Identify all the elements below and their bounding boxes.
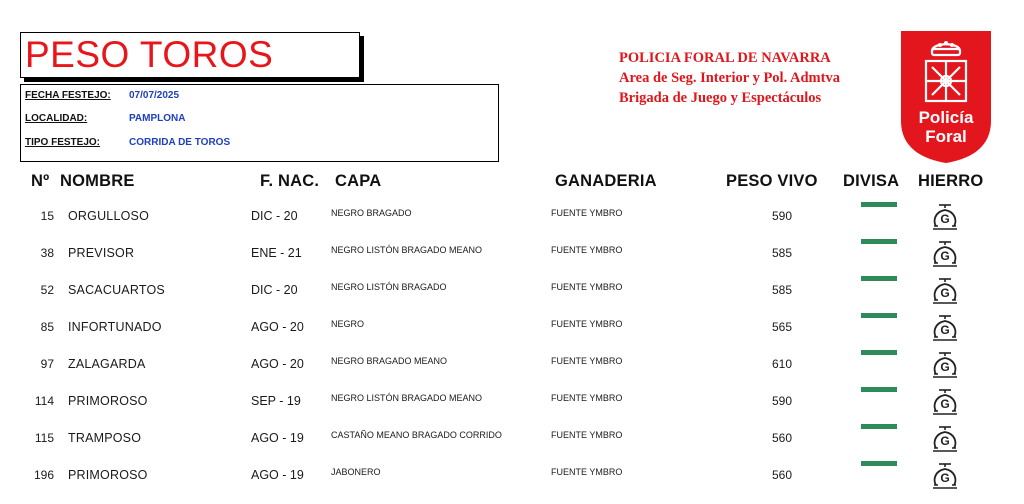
table-row (0, 461, 1024, 498)
row-fnac: SEP - 19 (251, 394, 301, 408)
header-hierro: HIERRO (918, 172, 984, 190)
row-capa: NEGRO LISTÓN BRAGADO (331, 282, 447, 292)
policia-foral-badge (899, 29, 993, 164)
badge-line1: Policía (918, 108, 974, 127)
row-capa: NEGRO (331, 319, 365, 329)
row-ganaderia: FUENTE YMBRO (551, 245, 623, 255)
divisa-swatch (861, 239, 897, 244)
g-brand-icon (930, 239, 960, 269)
row-capa: NEGRO LISTÓN BRAGADO MEANO (331, 245, 483, 255)
row-peso: 585 (771, 246, 792, 260)
row-peso: 560 (771, 431, 792, 445)
g-brand-icon (930, 424, 960, 454)
divisa-swatch (861, 387, 897, 392)
svg-text:G: G (940, 397, 950, 411)
row-peso: 590 (771, 209, 792, 223)
tipo-label: TIPO FESTEJO: (25, 137, 101, 148)
tipo-value: CORRIDA DE TOROS (129, 137, 231, 148)
row-fnac: ENE - 21 (251, 246, 302, 260)
row-peso: 565 (771, 320, 792, 334)
row-number: 38 (40, 246, 54, 260)
table-row (0, 202, 1024, 239)
divisa-swatch (861, 461, 897, 466)
localidad-value: PAMPLONA (129, 113, 186, 124)
table-row (0, 239, 1024, 276)
row-fnac: DIC - 20 (251, 209, 298, 223)
header-nombre: NOMBRE (60, 172, 135, 190)
header-capa: CAPA (335, 172, 382, 190)
fecha-value: 07/07/2025 (129, 90, 180, 101)
badge-line2: Foral (925, 127, 967, 146)
row-ganaderia: FUENTE YMBRO (551, 467, 623, 477)
page-title: PESO TOROS (25, 34, 274, 75)
row-fnac: AGO - 19 (251, 468, 304, 482)
header-divisa: DIVISA (843, 172, 900, 190)
row-nombre: SACACUARTOS (68, 283, 165, 297)
row-fnac: DIC - 20 (251, 283, 298, 297)
row-ganaderia: FUENTE YMBRO (551, 430, 623, 440)
row-capa: CASTAÑO MEANO BRAGADO CORRIDO (331, 430, 502, 440)
row-fnac: AGO - 20 (251, 357, 304, 371)
table-row (0, 276, 1024, 313)
row-nombre: TRAMPOSO (68, 431, 142, 445)
g-brand-icon (930, 387, 960, 417)
row-peso: 585 (771, 283, 792, 297)
row-peso: 590 (771, 394, 792, 408)
agency-brigade: Brigada de Juego y Espectáculos (619, 90, 822, 106)
table-row (0, 313, 1024, 350)
g-brand-icon (930, 350, 960, 380)
divisa-swatch (861, 424, 897, 429)
row-ganaderia: FUENTE YMBRO (551, 319, 623, 329)
svg-text:G: G (940, 212, 950, 226)
svg-text:G: G (940, 471, 950, 485)
svg-text:G: G (940, 360, 950, 374)
row-number: 114 (34, 394, 54, 408)
header-fnac: F. NAC. (260, 172, 320, 190)
g-brand-icon (930, 313, 960, 343)
row-number: 52 (40, 283, 54, 297)
row-ganaderia: FUENTE YMBRO (551, 356, 623, 366)
row-nombre: PREVISOR (68, 246, 135, 260)
row-capa: NEGRO BRAGADO (331, 208, 412, 218)
divisa-swatch (861, 276, 897, 281)
g-brand-icon (930, 276, 960, 306)
g-brand-icon (930, 202, 960, 232)
row-ganaderia: FUENTE YMBRO (551, 393, 623, 403)
row-ganaderia: FUENTE YMBRO (551, 282, 623, 292)
row-capa: NEGRO LISTÓN BRAGADO MEANO (331, 393, 483, 403)
row-number: 196 (33, 468, 54, 482)
divisa-swatch (861, 313, 897, 318)
row-peso: 560 (771, 468, 792, 482)
table-row (0, 424, 1024, 461)
agency-area: Area de Seg. Interior y Pol. Admtva (619, 70, 840, 86)
row-nombre: ZALAGARDA (68, 357, 146, 371)
row-nombre: INFORTUNADO (68, 320, 162, 334)
table-row (0, 350, 1024, 387)
header-peso: PESO VIVO (726, 172, 818, 190)
table-row (0, 387, 1024, 424)
row-nombre: ORGULLOSO (68, 209, 149, 223)
fecha-label: FECHA FESTEJO: (25, 90, 111, 101)
row-fnac: AGO - 20 (251, 320, 304, 334)
row-capa: NEGRO BRAGADO MEANO (331, 356, 448, 366)
header-ganaderia: GANADERIA (555, 172, 657, 190)
row-fnac: AGO - 19 (251, 431, 304, 445)
header-no: Nº (31, 172, 50, 190)
row-nombre: PRIMOROSO (68, 394, 148, 408)
svg-text:G: G (940, 286, 950, 300)
event-info-box (20, 84, 499, 162)
row-number: 15 (40, 209, 54, 223)
divisa-swatch (861, 202, 897, 207)
row-number: 115 (34, 431, 54, 445)
localidad-label: LOCALIDAD: (25, 113, 88, 124)
svg-text:G: G (940, 323, 950, 337)
row-number: 85 (40, 320, 54, 334)
row-number: 97 (40, 357, 54, 371)
agency-name: POLICIA FORAL DE NAVARRA (619, 50, 831, 66)
svg-text:G: G (940, 249, 950, 263)
g-brand-icon (930, 461, 960, 491)
title-box (20, 32, 360, 78)
row-nombre: PRIMOROSO (68, 468, 148, 482)
row-capa: JABONERO (331, 467, 381, 477)
svg-text:G: G (940, 434, 950, 448)
row-peso: 610 (771, 357, 792, 371)
row-ganaderia: FUENTE YMBRO (551, 208, 623, 218)
divisa-swatch (861, 350, 897, 355)
